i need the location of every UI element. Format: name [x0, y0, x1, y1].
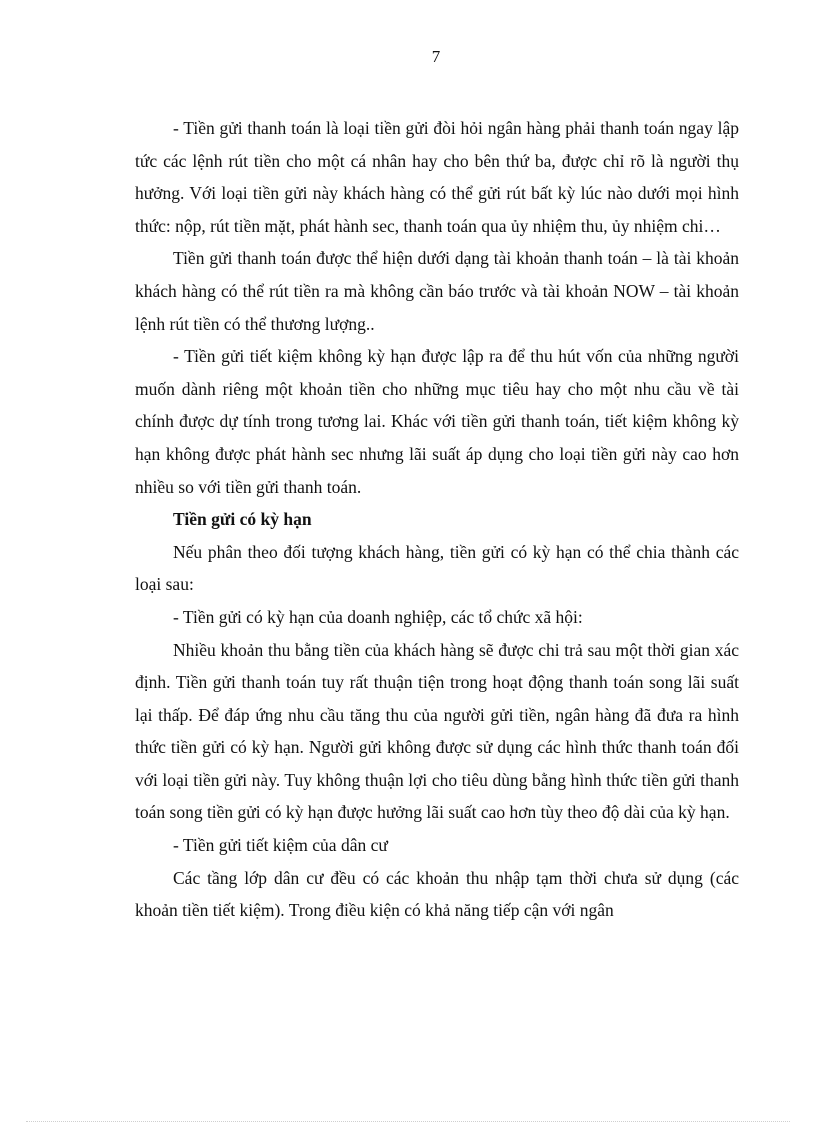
section-heading-term-deposit: Tiền gửi có kỳ hạn [173, 509, 312, 530]
paragraph-demand-deposit: - Tiền gửi thanh toán là loại tiền gửi đòi hỏi ngân hàng phải thanh toán ngay lập tức các lệnh rút tiền cho một cá nhân hay cho bên thứ ba, được chỉ rõ là người thụ hưởng. Với loại tiền gửi này khách hàng có thể gửi rút bất kỳ lúc nào dưới mọi hình thức: nộp, rút tiền mặt, phát hành sec, thanh toán qua ủy nhiệm thu, ủy nhiệm chi… [135, 118, 739, 236]
paragraph-enterprise-deposit: - Tiền gửi có kỳ hạn của doanh nghiệp, các tổ chức xã hội: [173, 606, 583, 627]
page-bottom-divider [26, 1121, 790, 1122]
page-number: 7 [431, 47, 441, 66]
paragraph-resident-income: Các tầng lớp dân cư đều có các khoản thu nhập tạm thời chưa sử dụng (các khoản tiền tiết kiệm). Trong điều kiện có khả năng tiếp cận với ngân [135, 867, 739, 921]
paragraph-classification: Nếu phân theo đối tượng khách hàng, tiền gửi có kỳ hạn có thể chia thành các loại sau: [135, 541, 739, 595]
document-body [135, 112, 739, 927]
paragraph-payment-account: Tiền gửi thanh toán được thể hiện dưới dạng tài khoản thanh toán – là tài khoản khách hàng có thể rút tiền ra mà không cần báo trước và tài khoản NOW – tài khoản lệnh rút tiền có thể thương lượng.. [135, 248, 739, 334]
paragraph-term-deposit-detail: Nhiều khoản thu bằng tiền của khách hàng sẽ được chi trả sau một thời gian xác định. Tiền gửi thanh toán tuy rất thuận tiện trong hoạt động thanh toán song lãi suất lại thấp. Để đáp ứng nhu cầu tăng thu của người gửi tiền, ngân hàng đã đưa ra hình thức tiền gửi có kỳ hạn. Người gửi không được sử dụng các hình thức thanh toán đối với loại tiền gửi này. Tuy không thuận lợi cho tiêu dùng bằng hình thức tiền gửi thanh toán song tiền gửi có kỳ hạn được hưởng lãi suất cao hơn tùy theo độ dài của kỳ hạn. [135, 639, 739, 823]
paragraph-resident-savings: - Tiền gửi tiết kiệm của dân cư [173, 835, 388, 856]
paragraph-savings-no-term: - Tiền gửi tiết kiệm không kỳ hạn được lập ra để thu hút vốn của những người muốn dành riêng một khoản tiền cho những mục tiêu hay cho một nhu cầu về tài chính được dự tính trong tương lai. Khác với tiền gửi thanh toán, tiết kiệm không kỳ hạn không được phát hành sec nhưng lãi suất áp dụng cho loại tiền gửi này cao hơn nhiều so với tiền gửi thanh toán. [135, 346, 739, 497]
